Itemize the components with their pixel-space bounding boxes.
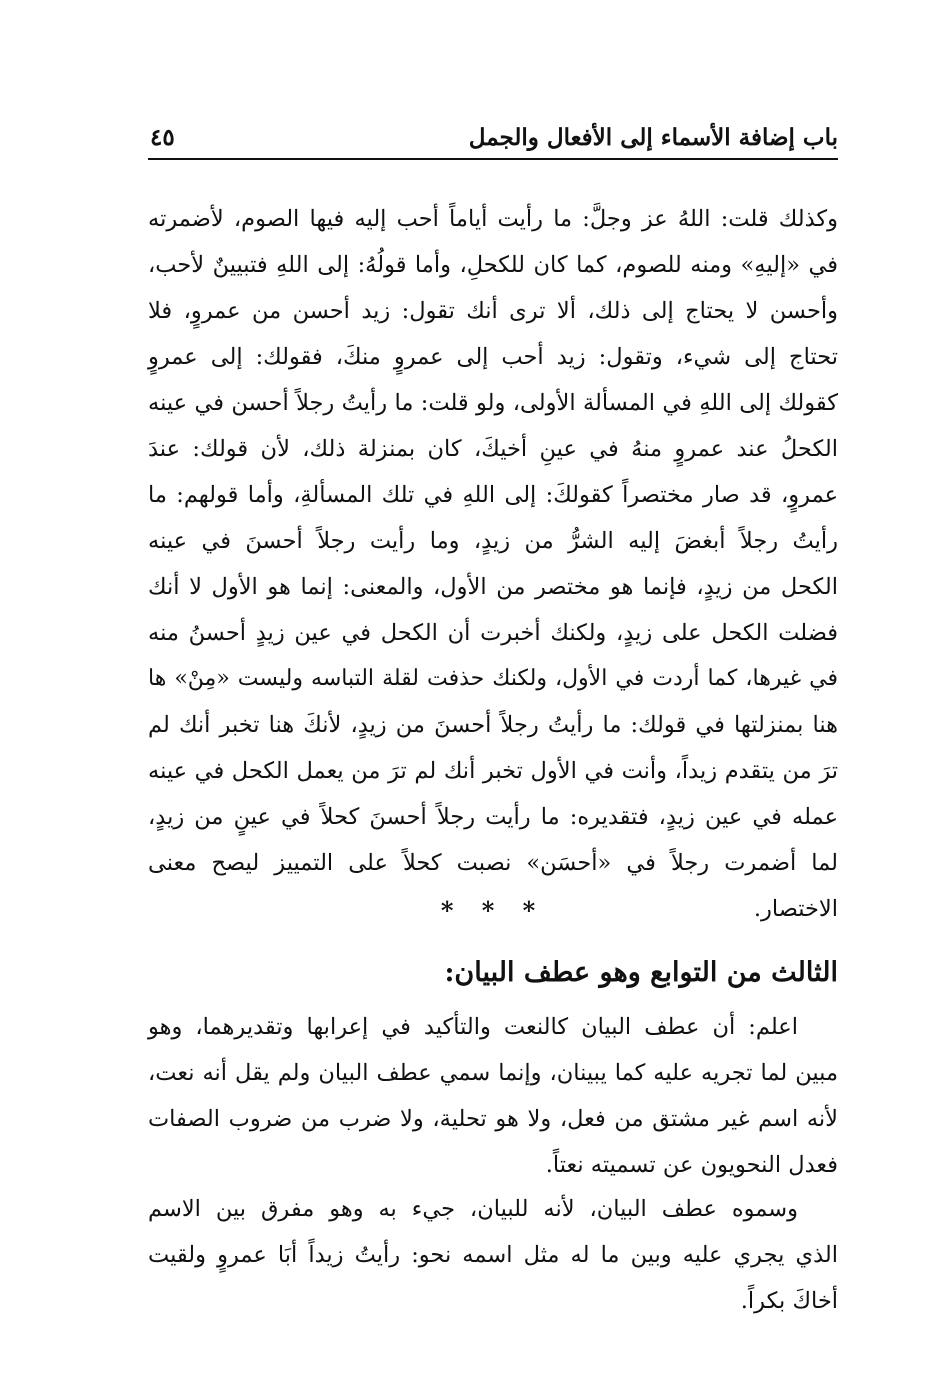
text-line: الذي يجري عليه وبين ما له مثل اسمه نحو: رأيتُ زيداً أبَا عمروٍ ولقيت (148, 1242, 838, 1268)
text-line: وسموه عطف البيان، لأنه للبيان، جيء به وهو مفرق بين الاسم (148, 1196, 798, 1222)
text-line: فضلت الكحل على زيدٍ، ولكنك أخبرت أن الكحل في عين زيدٍ أحسنُ منه (148, 620, 838, 646)
text-line: عمله في عين زيدٍ، فتقديره: ما رأيت رجلاً أحسنَ كحلاً في عينٍ من زيدٍ، (148, 804, 838, 830)
chapter-title: باب إضافة الأسماء إلى الأفعال والجمل (468, 124, 838, 151)
text-line: تحتاج إلى شيء، وتقول: زيد أحب إلى عمروٍ منكَ، فقولك: إلى عمروٍ (148, 344, 838, 370)
text-line: لأنه اسم غير مشتق من فعل، ولا هو تحلية، ولا ضرب من ضروب الصفات (148, 1106, 838, 1132)
text-line: ترَ من يتقدم زيداً، وأنت في الأول تخبر أنك لم ترَ من يعمل الكحل في عينه (148, 758, 838, 784)
text-line: فعدل النحويون عن تسميته نعتاً. (545, 1152, 838, 1178)
text-line: وكذلك قلت: اللهُ عز وجلَّ: ما رأيت أياماً أحب إليه فيها الصوم، لأضمرته (148, 206, 838, 232)
running-header (148, 118, 838, 160)
text-line: أخاكَ بكراً. (740, 1288, 838, 1314)
text-line: عمروٍ، قد صار مختصراً كقولكَ: إلى اللهِ في تلك المسألةِ، وأما قولهم: ما (148, 482, 838, 508)
paragraph-3 (148, 1186, 838, 1324)
text-line: الاختصار. (753, 896, 838, 922)
text-line: في «إليهِ» ومنه للصوم، كما كان للكحلِ، وأما قولُهُ: إلى اللهِ فتبيينٌ لأحب، (148, 252, 838, 278)
text-line: الكحلُ عند عمروٍ منهُ في عينِ أخيكَ، كان بمنزلة ذلك، لأن قولك: عندَ (148, 436, 838, 462)
text-line: هنا بمنزلتها في قولك: ما رأيتُ رجلاً أحسنَ من زيدٍ، لأنكَ هنا تخبر أنك لم (148, 712, 838, 738)
text-line: رأيتُ رجلاً أبغضَ إليه الشرُّ من زيدٍ، وما رأيت رجلاً أحسنَ في عينه (148, 528, 838, 554)
text-line: مبين لما تجريه عليه كما يبينان، وإنما سمي عطف البيان ولم يقل أنه نعت، (148, 1060, 838, 1086)
text-line: وأحسن لا يحتاج إلى ذلك، ألا ترى أنك تقول: زيد أحسن من عمروٍ، فلا (148, 298, 838, 324)
section-heading: الثالث من التوابع وهو عطف البيان: (444, 957, 838, 988)
paragraph-1 (148, 196, 838, 932)
page-number: ٤٥ (150, 124, 175, 151)
text-line: اعلم: أن عطف البيان كالنعت والتأكيد في إعرابها وتقديرهما، وهو (148, 1014, 798, 1040)
text-line: كقولك إلى اللهِ في المسألة الأولى، ولو قلت: ما رأيتُ رجلاً أحسن في عينه (148, 390, 838, 416)
text-line: في غيرها، كما أردت في الأول، ولكنك حذفت لقلة التباسه وليست «مِنْ» ها (148, 666, 838, 691)
paragraph-2 (148, 1004, 838, 1188)
section-separator: * * * (440, 896, 546, 925)
text-line: الكحل من زيدٍ، فإنما هو مختصر من الأول، والمعنى: إنما هو الأول لا أنك (148, 574, 838, 600)
text-line: لما أضمرت رجلاً في «أحسَن» نصبت كحلاً على التمييز ليصح معنى (148, 850, 838, 876)
